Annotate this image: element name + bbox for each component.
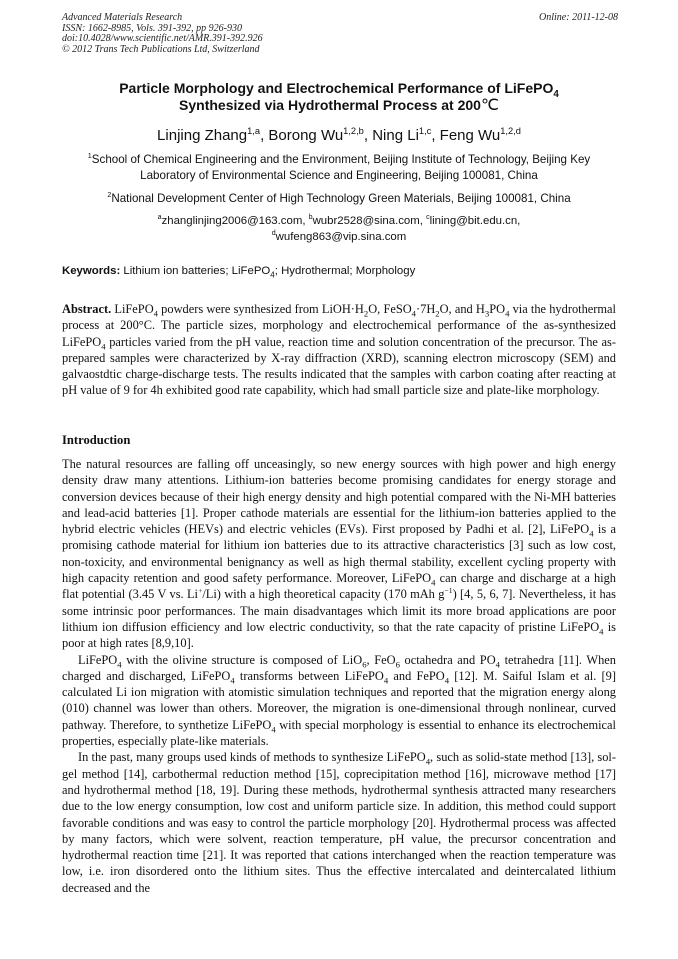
journal-doi: doi:10.4028/www.scientific.net/AMR.391-392.926 (62, 33, 263, 44)
keywords-label: Keywords: (62, 265, 121, 277)
title-line-1: Particle Morphology and Electrochemical Performance of LiFePO$_4$ (119, 80, 559, 100)
journal-copyright: © 2012 Trans Tech Publications Ltd, Switzerland (62, 43, 260, 55)
paragraph: The natural resources are falling off unceasingly, so new energy sources with high power and high energy density draw many attentions. Lithium-ion batteries become promising candidates for energy storage and conversion devices because of their high energy density and high potential compared with the Ni-MH batteries and lead-acid batteries [1]. Proper cathode materials are essential for the lithium-ion batteries applied to the hybrid electric vehicles (HEVs) and electric vehicles (EVs). First proposed by Padhi et al. [2], LiFePO$_4$ is a promising cathode material for lithium ion batteries due to its attractive characteristics [3] such as low cost, non-toxicity, and environmental benignancy as well as high thermal stability, excellent cycling property with high capacity retention and good safety performance. Moreover, LiFePO$_4$ can charge and discharge at a high flat potential (3.45 V vs. Li+/Li) with a high theoretical capacity (170 mAh $g^{-1}$) [4, 5, 6, 7]. Nevertheless, it has some intrinsic poor performances. The main disadvantages which limit its more broad applications are poor lithium ion diffusion efficiency and low electric conductivity, so that the rate capacity of pristine LiFePO$_4$ is poor at high rates [8,9,10]. (62, 457, 617, 651)
journal-name: Advanced Materials Research (62, 12, 183, 23)
journal-header (62, 13, 618, 55)
author: Feng Wu$^{1,2,d}$ (439, 126, 521, 144)
affiliation-2: $^2$National Development Center of High Technology Green Materials, Beijing 100081, China (107, 190, 571, 205)
email-a[interactable]: zhanglinjing2006@163.com, (161, 215, 309, 227)
affiliation-1: $^1$School of Chemical Engineering and the Environment, Beijing Institute of Technology, Beijing Key Laboratory of Environmental Science and Engineering, Beijing 100081, China (87, 151, 591, 182)
paper-title (62, 80, 616, 114)
email-b[interactable]: wubr2528@sina.com, (312, 215, 427, 227)
keywords: Keywords: Lithium ion batteries; LiFePO$_4$; Hydrothermal; Morphology (62, 265, 416, 280)
email-c[interactable]: lining@bit.edu.cn, (429, 215, 521, 227)
author-emails: $^a$zhanglinjing2006@163.com, $^b$wubr2528@sina.com, $^c$lining@bit.edu.cn, $^d$wufeng863@vip.sina.com (157, 214, 521, 243)
paragraph: LiFePO$_4$ with the olivine structure is composed of LiO$_6$, FeO$_6$ octahedra and $PO_4$ tetrahedra [11]. When charged and discharged, LiFePO$_4$ transforms between LiFePO$_4$ and FePO$_4$ [12]. M. Saiful Islam et al. [9] calculated Li ion migration with atomistic simulation techniques and reported that the migration energy along (010) channel was lower than others. Moreover, the migration is one-dimensional through nonlinear, curved pathway. Therefore, to synthetize LiFePO$_4$ with special morphology is essential to enhance its electrochemical properties, especially plate-like materials. (62, 652, 616, 749)
author: Borong Wu$^{1,2,b}$, (268, 126, 373, 144)
abstract-label: Abstract. (62, 302, 112, 316)
paragraph: In the past, many groups used kinds of methods to synthesize LiFePO$_4$, such as solid-state method [13], sol-gel method [14], carbothermal reduction method [15], coprecipitation method [16], microwave method [17] and hydrothermal method [18, 19]. During these methods, hydrothermal synthesis attracted many researchers due to the low energy consumption, low cost and uniform particle size. In addition, this method could support favorable conditions and was easy to control the particle morphology [20]. Hydrothermal process was affected by many factors, which were solvent, reaction temperature, pH value, the precursor concentration and hydrothermal reaction time [21]. It was reported that cations interchanged when the reaction temperature was low, i.e. iron disordered onto the lithium sites. Thus the effective intercalated and deintercalated lithium decreased and the (62, 750, 617, 895)
title-line-2: Synthesized via Hydrothermal Process at 200℃ (179, 97, 499, 114)
author: Linjing Zhang$^{1,a}$, (157, 126, 269, 144)
section-heading-introduction: Introduction (62, 433, 131, 447)
author: Ning Li$^{1,c}$, (372, 126, 440, 144)
email-d[interactable]: wufeng863@vip.sina.com (275, 231, 407, 243)
online-date: Online: 2011-12-08 (539, 12, 618, 23)
journal-issn: ISSN: 1662-8985, Vols. 391-392, pp 926-930 (62, 22, 242, 34)
introduction-body (62, 456, 616, 896)
abstract: Abstract. LiFePO$_4$ powders were synthesized from $LiOH\cdot H_2O$, $FeSO_4\cdot 7H_2O$, and $H_3PO_4$ via the hydrothermal process at 200°C. The particle sizes, morphology and electrochemical performance of the as-synthesized LiFePO$_4$ particles varied from the pH value, reaction time and solution concentration of the precursor. The as-prepared samples were characterized by X-ray diffraction (XRD), scanning electron microscopy (SEM) and galvaostdtic charge-discharge tests. The results indicated that the samples with carbon coating after reacting at pH value of 9 for 4h exhibited good rate capability, which had small particle size and plate-like morphology. (62, 302, 616, 398)
author-list (62, 127, 616, 145)
